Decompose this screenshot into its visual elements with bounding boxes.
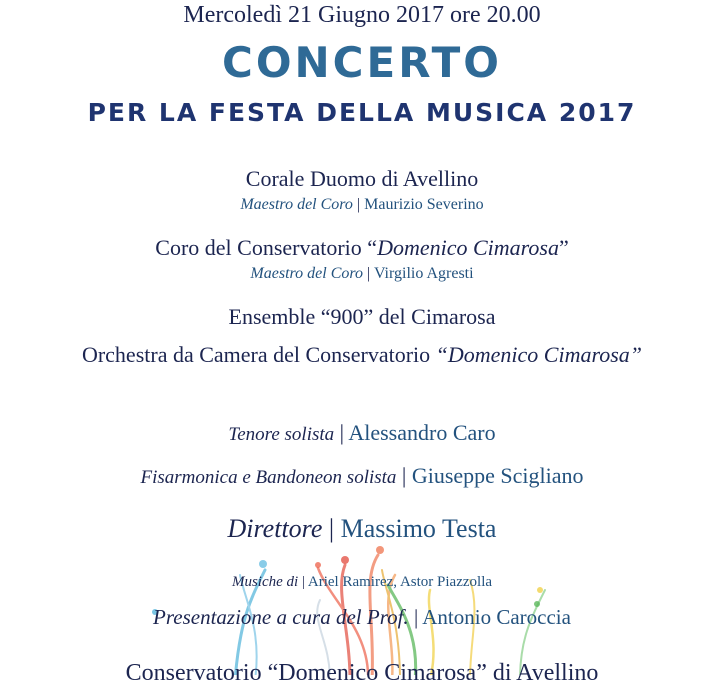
separator: | bbox=[301, 574, 305, 590]
group-orchestra bbox=[0, 342, 724, 368]
person-name: Maurizio Severino bbox=[364, 196, 484, 213]
separator: | bbox=[356, 196, 361, 213]
role-label: Musiche di bbox=[231, 574, 299, 590]
separator: | bbox=[413, 605, 419, 629]
group-coro-conservatorio-director bbox=[0, 265, 724, 283]
role-label: Tenore solista bbox=[228, 424, 335, 445]
footer-venue: Conservatorio “Domenico Cimarosa” di Avellino bbox=[125, 660, 599, 686]
group-name-suffix: ” bbox=[558, 235, 569, 260]
role-label: Fisarmonica e Bandoneon solista bbox=[140, 467, 397, 488]
person-name: Massimo Testa bbox=[340, 514, 497, 543]
person-name: Antonio Caroccia bbox=[422, 605, 571, 629]
event-date: Mercoledì 21 Giugno 2017 ore 20.00 bbox=[183, 2, 541, 28]
concert-title: CONCERTO bbox=[222, 38, 502, 87]
group-name: Orchestra da Camera del Conservatorio bbox=[81, 342, 436, 367]
group-name-italic: “Domenico Cimarosa” bbox=[435, 342, 643, 367]
separator: | bbox=[328, 514, 335, 543]
role-label: Direttore bbox=[227, 514, 323, 543]
concert-subtitle: PER LA FESTA DELLA MUSICA 2017 bbox=[87, 98, 637, 127]
separator: | bbox=[401, 463, 407, 488]
role-label: Presentazione a cura del Prof. bbox=[153, 605, 409, 629]
composers: Ariel Ramirez, Astor Piazzolla bbox=[307, 574, 493, 590]
soloist-tenore bbox=[0, 420, 724, 446]
director bbox=[0, 514, 724, 544]
person-name: Giuseppe Scigliano bbox=[411, 463, 584, 488]
group-corale-duomo: Corale Duomo di Avellino bbox=[245, 166, 479, 191]
group-ensemble-900: Ensemble “900” del Cimarosa bbox=[228, 304, 496, 329]
group-coro-conservatorio bbox=[0, 235, 724, 261]
separator: | bbox=[367, 265, 371, 282]
separator: | bbox=[339, 420, 345, 445]
music-credits bbox=[0, 574, 724, 591]
group-corale-duomo-director bbox=[0, 196, 724, 214]
soloist-fisarmonica bbox=[0, 463, 724, 489]
presentation bbox=[0, 605, 724, 630]
person-name: Virgilio Agresti bbox=[373, 265, 474, 282]
role-label: Maestro del Coro bbox=[240, 196, 353, 213]
role-label: Maestro del Coro bbox=[250, 265, 364, 282]
group-name: Coro del Conservatorio “ bbox=[155, 235, 378, 260]
group-name-italic: Domenico Cimarosa bbox=[377, 235, 559, 260]
person-name: Alessandro Caro bbox=[348, 420, 496, 445]
